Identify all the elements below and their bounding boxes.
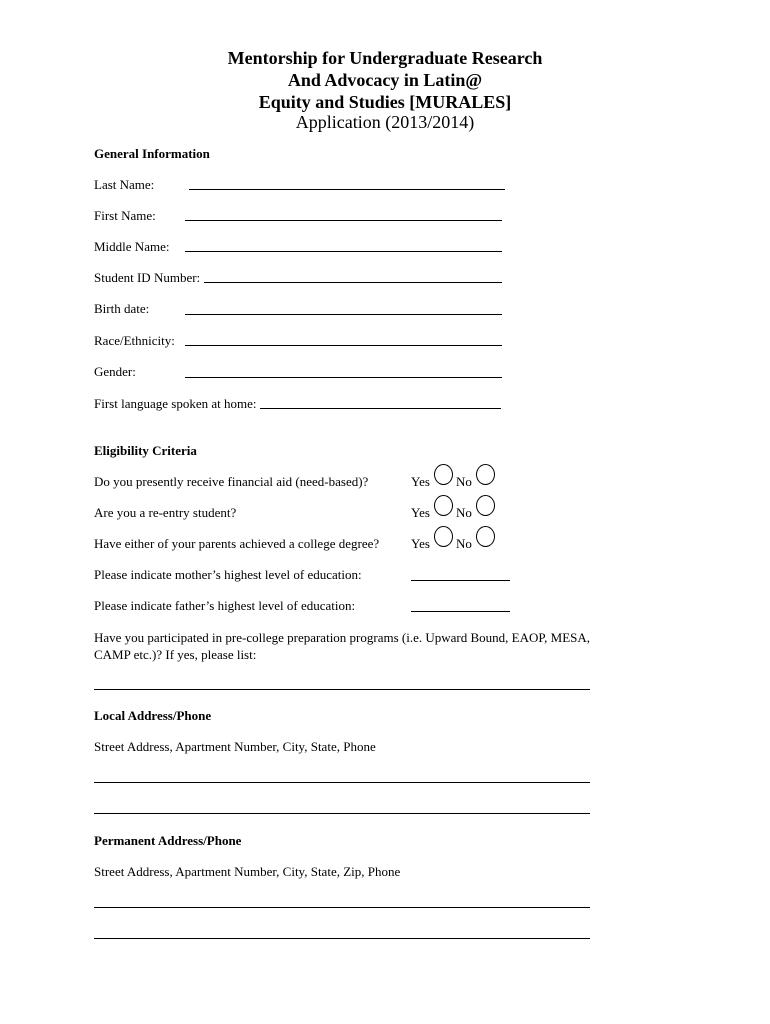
middle-name-field[interactable] — [185, 251, 502, 252]
student-id-label: Student ID Number: — [94, 270, 201, 285]
parents-degree-no-radio[interactable] — [476, 526, 495, 547]
financial-aid-no-label: No — [456, 474, 472, 489]
financial-aid-no-radio[interactable] — [476, 464, 495, 485]
precollege-programs-field[interactable] — [94, 689, 590, 690]
local-address-heading: Local Address/Phone — [94, 708, 212, 723]
first-language-label: First language spoken at home: — [94, 396, 257, 411]
mother-education-field[interactable] — [411, 580, 510, 581]
financial-aid-yes-radio[interactable] — [434, 464, 453, 485]
middle-name-label: Middle Name: — [94, 239, 170, 254]
gender-field[interactable] — [185, 377, 502, 378]
parents-degree-no-label: No — [456, 536, 472, 551]
local-address-instruction: Street Address, Apartment Number, City, State, Phone — [94, 739, 376, 754]
financial-aid-question: Do you presently receive financial aid (need-based)? — [94, 474, 369, 489]
permanent-address-instruction: Street Address, Apartment Number, City, State, Zip, Phone — [94, 864, 401, 879]
race-ethnicity-label: Race/Ethnicity: — [94, 333, 175, 348]
mother-education-question: Please indicate mother’s highest level of education: — [94, 567, 362, 582]
first-name-field[interactable] — [185, 220, 502, 221]
permanent-address-field-2[interactable] — [94, 938, 590, 939]
first-language-field[interactable] — [260, 408, 501, 409]
parents-degree-yes-label: Yes — [411, 536, 430, 551]
form-title-line-2: And Advocacy in Latin@ — [287, 70, 483, 90]
father-education-question: Please indicate father’s highest level of education: — [94, 598, 356, 613]
last-name-field[interactable] — [189, 189, 505, 190]
form-subtitle: Application (2013/2014) — [295, 112, 475, 132]
local-address-field-1[interactable] — [94, 782, 590, 783]
reentry-no-radio[interactable] — [476, 495, 495, 516]
permanent-address-field-1[interactable] — [94, 907, 590, 908]
permanent-address-heading: Permanent Address/Phone — [94, 833, 242, 848]
first-name-label: First Name: — [94, 208, 156, 223]
financial-aid-yes-label: Yes — [411, 474, 430, 489]
general-information-heading: General Information — [94, 146, 210, 161]
form-title-line-3: Equity and Studies [MURALES] — [258, 92, 512, 112]
reentry-question: Are you a re-entry student? — [94, 505, 237, 520]
father-education-field[interactable] — [411, 611, 510, 612]
parents-degree-yes-radio[interactable] — [434, 526, 453, 547]
reentry-yes-label: Yes — [411, 505, 430, 520]
form-title-line-1: Mentorship for Undergraduate Research — [227, 48, 543, 68]
last-name-label: Last Name: — [94, 177, 155, 192]
eligibility-criteria-heading: Eligibility Criteria — [94, 443, 197, 458]
birth-date-field[interactable] — [185, 314, 502, 315]
local-address-field-2[interactable] — [94, 813, 590, 814]
race-ethnicity-field[interactable] — [185, 345, 502, 346]
precollege-programs-question: Have you participated in pre-college preparation programs (i.e. Upward Bound, EAOP, MESA, CAMP etc.)? If yes, please list: — [94, 630, 591, 662]
birth-date-label: Birth date: — [94, 301, 150, 316]
reentry-no-label: No — [456, 505, 472, 520]
parents-degree-question: Have either of your parents achieved a college degree? — [94, 536, 380, 551]
student-id-field[interactable] — [204, 282, 502, 283]
gender-label: Gender: — [94, 364, 136, 379]
reentry-yes-radio[interactable] — [434, 495, 453, 516]
